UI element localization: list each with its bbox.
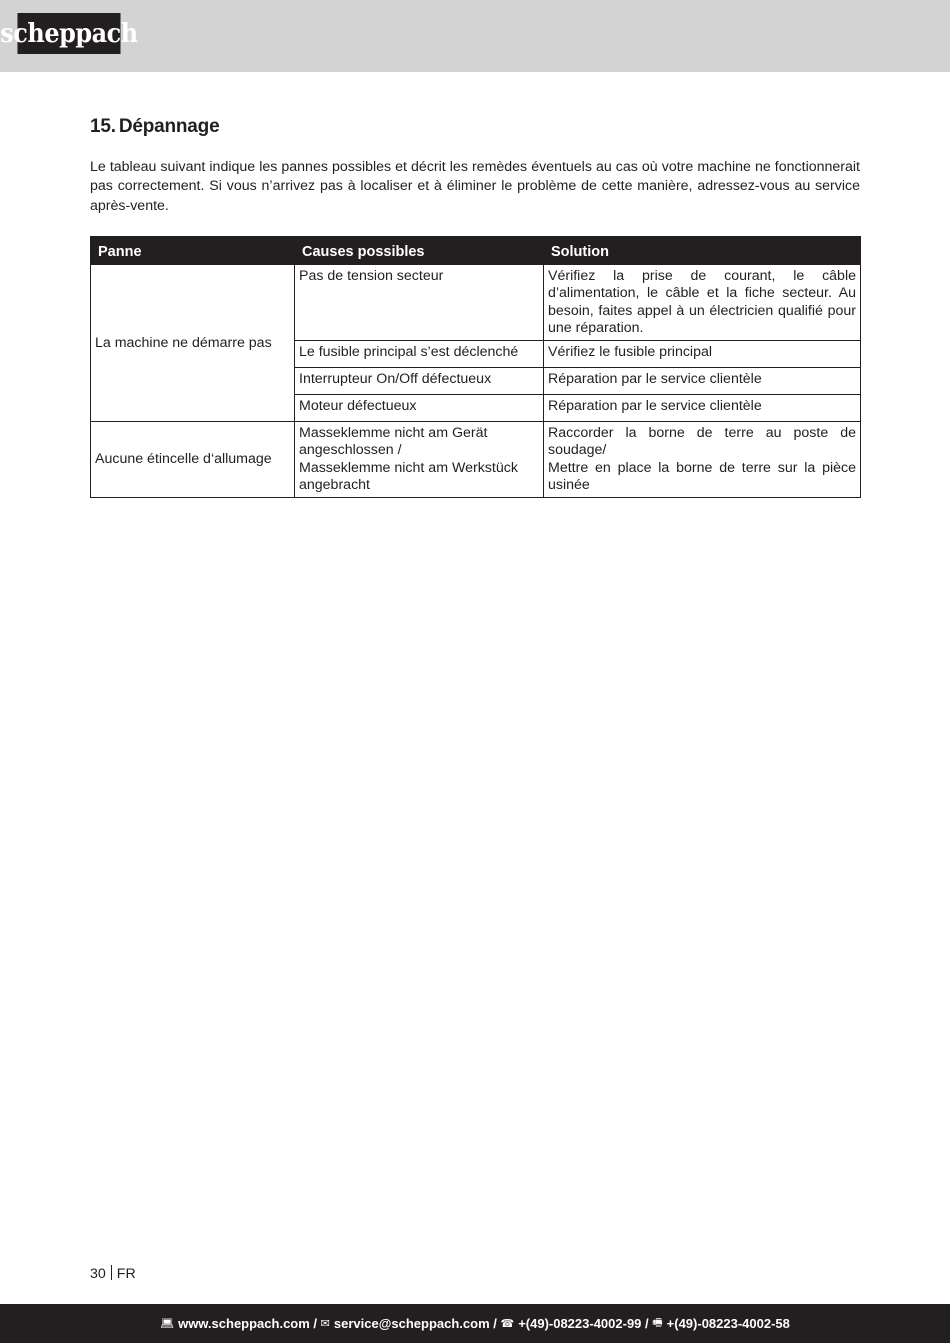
header-panne: Panne (91, 237, 295, 265)
cause-line: Masseklemme nicht am Werkstück angebracht (299, 459, 518, 493)
fault-cell: La machine ne démarre pas (91, 265, 295, 422)
fault-cell: Aucune étincelle d‘allumage (91, 422, 295, 498)
phone-number: +(49)-08223-4002-99 (518, 1316, 642, 1331)
logo-text: scheppach (0, 18, 138, 49)
phone-icon: ☎︎ (500, 1318, 515, 1330)
fax-icon: 🖷︎ (652, 1317, 663, 1329)
cause-cell (295, 422, 544, 498)
mail-icon: ✉︎ (320, 1318, 330, 1330)
solution-cell: Vérifiez la prise de courant, le câble d’alimentation, le câble et la fiche secteur. Au besoin, faites appel à un électricien qualifié pour une réparation. (544, 265, 861, 341)
footer-separator: / (489, 1316, 501, 1331)
header-causes: Causes possibles (295, 237, 544, 265)
website-link[interactable]: www.scheppach.com (178, 1316, 310, 1331)
cause-cell: Moteur défectueux (295, 395, 544, 422)
solution-cell: Vérifiez le fusible principal (544, 341, 861, 368)
intro-paragraph: Le tableau suivant indique les pannes possibles et décrit les remèdes éventuels au cas où votre machine ne fonctionnerait pas correctement. Si vous n’arrivez pas à localiser et à éliminer le problème de cette manière, adressez-vous au service après-vente. (90, 159, 860, 214)
header-band (0, 0, 950, 72)
computer-icon: 💻︎ (160, 1318, 175, 1330)
troubleshooting-table (90, 236, 861, 498)
scheppach-logo (0, 13, 138, 54)
fax-number: +(49)-08223-4002-58 (666, 1316, 790, 1331)
page-number-divider (111, 1265, 112, 1280)
header-solution: Solution (544, 237, 861, 265)
section-number: 15. (90, 116, 116, 137)
section-heading (90, 116, 219, 138)
solution-line: Raccorder la borne de terre au poste de soudage/ (548, 425, 856, 459)
page-language: FR (116, 1266, 136, 1282)
solution-cell: Réparation par le service clientèle (544, 368, 861, 395)
contact-footer (0, 1304, 950, 1343)
page-number-value: 30 (90, 1266, 106, 1282)
cause-cell: Interrupteur On/Off défectueux (295, 368, 544, 395)
page-number (90, 1265, 136, 1282)
section-title: Dépannage (118, 116, 220, 137)
footer-separator: / (641, 1316, 653, 1331)
table-header-row (91, 237, 861, 265)
cause-cell: Pas de tension secteur (295, 265, 544, 341)
cause-line: Masseklemme nicht am Gerät angeschlossen / (299, 425, 488, 459)
email-link[interactable]: service@scheppach.com (333, 1316, 490, 1331)
solution-line: Mettre en place la borne de terre sur la pièce usinée (548, 459, 856, 493)
table-row (91, 265, 861, 341)
cause-cell: Le fusible principal s’est déclenché (295, 341, 544, 368)
footer-separator: / (309, 1316, 321, 1331)
solution-cell: Réparation par le service clientèle (544, 395, 861, 422)
table-row (91, 422, 861, 498)
solution-cell (544, 422, 861, 498)
